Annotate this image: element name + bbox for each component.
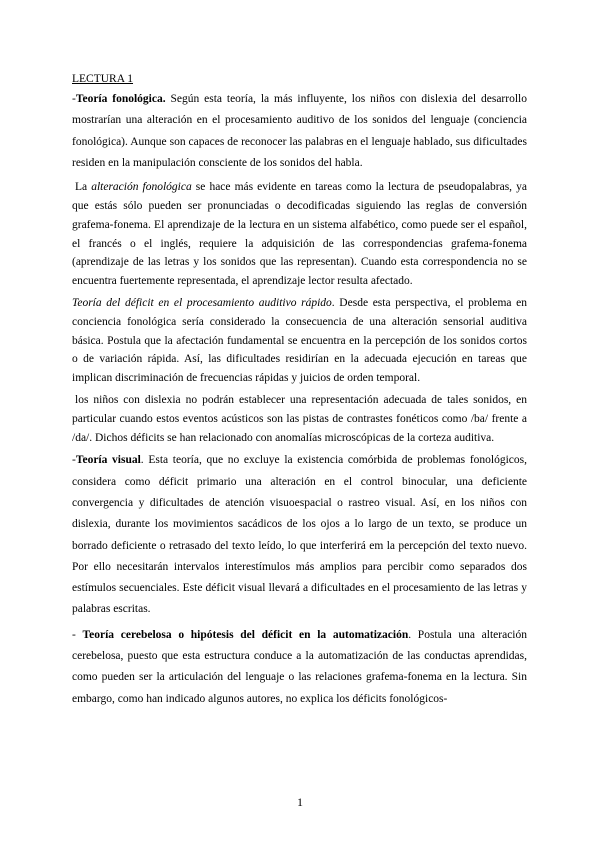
paragraph-phonological-theory — [72, 89, 527, 174]
paragraph-auditory-representation — [72, 391, 527, 447]
paragraph-visual-theory — [72, 450, 527, 620]
paragraph-lead-text: La — [75, 181, 92, 194]
reading-title: LECTURA 1 — [72, 73, 134, 85]
paragraph-text: . Postula una alteración cerebelosa, puesto que esta estructura conduce a la automatización de las conductas aprendidas, como pueden ser la articulación del lenguaje o las relaciones grafema-fonema en la lectura. Sin embargo, como han indicado algunos autores, no explica los déficits fonológicos- — [72, 628, 527, 705]
paragraph-text: . Esta teoría, que no excluye la existencia comórbida de problemas fonológicos, considera como déficit primario una alteración en el control binocular, una deficiente convergencia y dificultades de atención visuoespacial o rastreo visual. Así, en los niños con dislexia, durante los movimientos sacádicos de los ojos a lo largo de un texto, se produce un borrado deficiente o retrasado del texto leído, lo que interferirá em la percepción del texto nuevo. Por ello necesitarán intervalos interestímulos más amplios para percibir como separados dos estímulos secuenciales. Este déficit visual llevará a dificultades en el procesamiento de las letras y palabras escritas. — [72, 454, 527, 616]
paragraph-phonological-alteration — [72, 178, 527, 291]
bullet-prefix: - — [72, 93, 76, 105]
term-phonological-alteration: alteración fonológica — [91, 181, 192, 194]
paragraph-text: Según esta teoría, la más influyente, los niños con dislexia del desarrollo mostrarían una alteración en el procesamiento auditivo de los sonidos del lenguaje (conciencia fonológica). Aunque son capaces de reconocer las palabras en el lenguaje hablado, sus dificultades residen en la manipulación consciente de los sonidos del habla. — [72, 93, 527, 169]
term-rapid-auditory-theory: Teoría del déficit en el procesamiento auditivo rápido — [72, 296, 332, 309]
bullet-prefix: - — [72, 454, 76, 467]
document-body — [72, 72, 527, 714]
paragraph-text: . Desde esta perspectiva, el problema en conciencia fonológica sería considerado la consecuencia de una alteración sensorial auditiva básica. Postula que la afectación fundamental se encuentra en la percepción de los sonidos cortos o de variación rápida. Así, las dificultades residirían en la adecuada ejecución en tareas que implican discriminación de frecuencias rápidas y juicios de orden temporal. — [72, 296, 528, 385]
paragraph-cerebellar-theory — [72, 625, 527, 710]
page-number: 1 — [297, 795, 303, 809]
term-visual-theory: Teoría visual — [75, 454, 141, 467]
paragraph-text: los niños con dislexia no podrán establecer una representación adecuada de tales sonidos, en particular cuando estos eventos acústicos son las pistas de contrastes fonéticos como /ba/ frente a /da/. Dichos déficits se han relacionado con anomalías microscópicas de la corteza auditiva. — [72, 393, 527, 444]
term-cerebellar-theory: Teoría cerebelosa o hipótesis del déficit en la automatización — [82, 628, 409, 641]
bullet-prefix: - — [72, 628, 83, 641]
term-phonological-theory: Teoría fonológica. — [75, 93, 166, 105]
paragraph-rapid-auditory-theory — [72, 294, 527, 388]
paragraph-text: se hace más evidente en tareas como la lectura de pseudopalabras, ya que estás sólo pueden ser pronunciadas o decodificadas siguiendo las reglas de conversión grafema-fonema. El aprendizaje de la lectura en un sistema alfabético, como puede ser el español, el francés o el inglés, requiere la adquisición de las correspondencias grafema-fonema (aprendizaje de las letras y los sonidos que las representan). Cuando esta correspondencia no se encuentra fuertemente representada, el aprendizaje lector resulta afectado. — [72, 181, 527, 288]
